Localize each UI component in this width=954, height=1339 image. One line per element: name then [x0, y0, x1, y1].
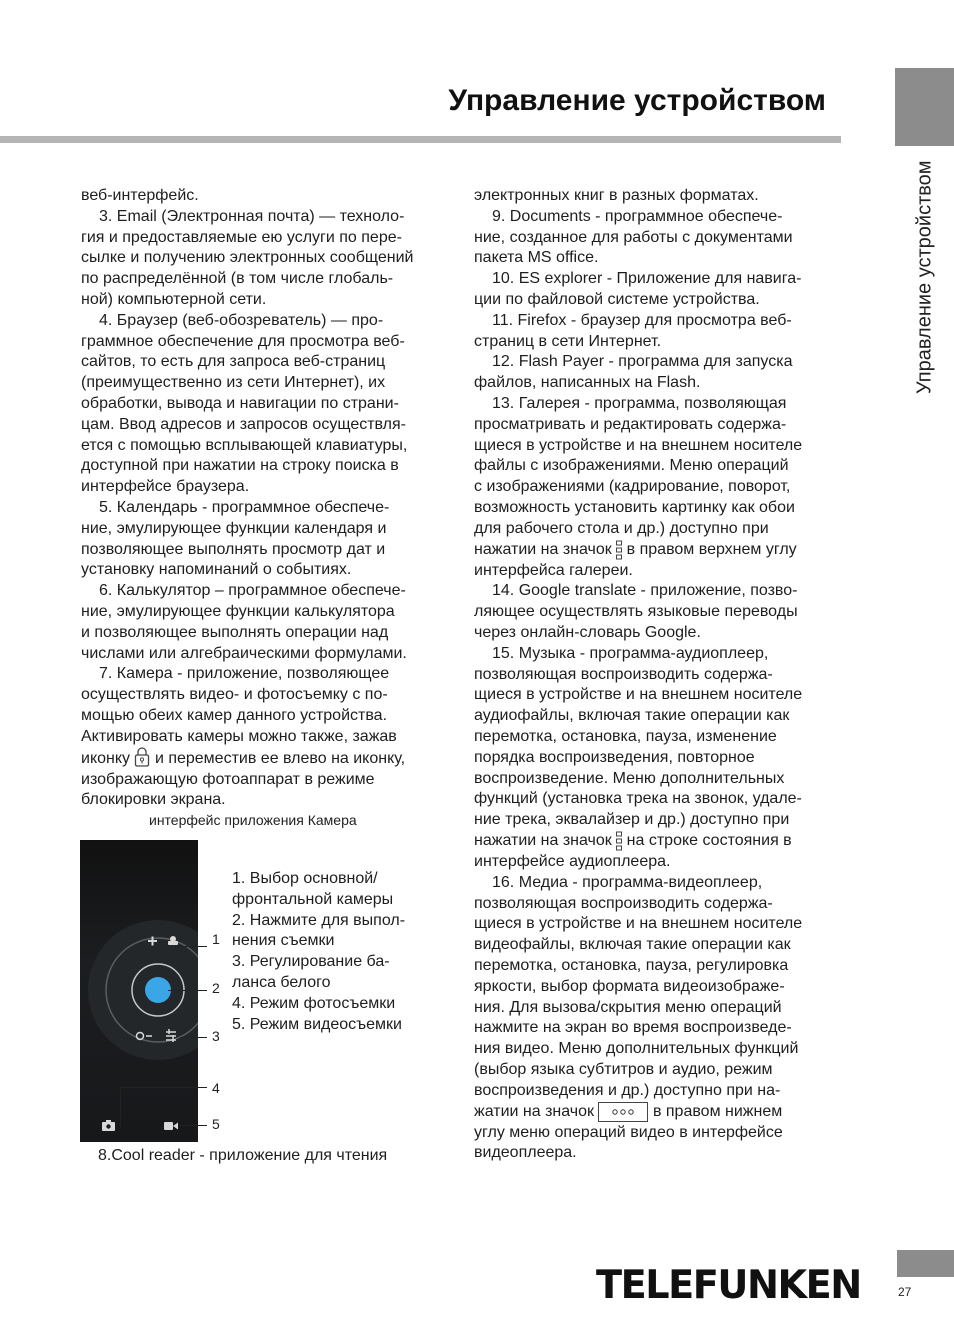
- text-line: углу меню операций видео в интерфейсе: [474, 1123, 783, 1141]
- text-line: электронных книг в разных форматах.: [474, 187, 759, 204]
- text-line: видеоплеера.: [474, 1144, 577, 1162]
- lock-icon: [134, 746, 150, 768]
- text-line: позволяющая воспроизводить содержа-: [474, 665, 773, 683]
- text-line: сайтов, то есть для запроса веб-страниц: [81, 353, 386, 371]
- text-line: функций (установка трека на звонок, удале-: [474, 790, 802, 808]
- callout-number: 4: [212, 1080, 220, 1096]
- text-line: позволяющее выполнять просмотр дат и: [81, 540, 386, 558]
- text-line: 5. Календарь - программное обеспече-: [99, 498, 390, 516]
- callout-line: [168, 990, 207, 991]
- text-line: ние, эмулирующее функции календаря и: [81, 519, 387, 537]
- text-line: ние трека, эквалайзер и др.) доступно при: [474, 811, 790, 829]
- text-line: щиеся в устройстве и на внешнем носителе: [474, 436, 803, 454]
- text-line: видеофайлы, включая такие операции как: [474, 936, 791, 954]
- side-section-label: Управление устройством: [913, 160, 936, 394]
- text-line: и позволяющее выполнять операции над: [81, 623, 389, 641]
- text-line: [474, 1102, 842, 1123]
- text-line: яркости, выбор формата видеоизображе-: [474, 977, 785, 995]
- text-line: (преимущественно из сети Интернет), их: [81, 374, 386, 392]
- side-tab-block: [895, 68, 954, 146]
- text-line: 16. Медиа - программа-видеоплеер,: [492, 873, 763, 891]
- text-line: ции по файловой системе устройства.: [474, 290, 760, 308]
- text-line: ется с помощью всплывающей клавиатуры,: [81, 436, 408, 454]
- text-line: 6. Калькулятор – программное обеспече-: [99, 582, 406, 600]
- text-fragment: и переместив ее влево на иконку,: [154, 749, 406, 767]
- text-line: мощью обеих камер данного устройства.: [81, 706, 388, 724]
- legend-line: 2. Нажмите для выпол-: [232, 911, 406, 929]
- text-line: ния. Для вызова/скрытия меню операций: [474, 998, 782, 1016]
- callout-line: [120, 1087, 121, 1127]
- callout-line: [120, 1087, 207, 1088]
- callout-number: 1: [212, 931, 220, 947]
- text-line: для рабочего стола и др.) доступно при: [474, 519, 769, 537]
- callout-line: [175, 946, 207, 947]
- text-line: гия и предоставляемые ею услуги по пере-: [81, 228, 402, 246]
- column-right: [474, 186, 842, 1164]
- text-line: страниц в сети Интернет.: [474, 332, 662, 350]
- text-line: перемотка, остановка, пауза, изменение: [474, 727, 777, 745]
- text-line: 11. Firefox - браузер для просмотра веб-: [492, 311, 792, 329]
- legend-line: 3. Регулирование ба-: [232, 953, 390, 971]
- text-line: ляющее осуществлять языковые переводы: [474, 603, 798, 621]
- legend-line: фронтальной камеры: [232, 890, 394, 908]
- text-line: 12. Flash Payer - программа для запуска: [492, 353, 793, 371]
- text-line: щиеся в устройстве и на внешнем носителе: [474, 915, 803, 933]
- text-line: пакета MS office.: [474, 249, 599, 267]
- text-line: 13. Галерея - программа, позволяющая: [492, 394, 787, 412]
- text-line: 4. Браузер (веб-обозреватель) — про-: [99, 311, 384, 329]
- camera-interface-figure: [80, 840, 198, 1142]
- text-fragment: в правом нижнем: [652, 1102, 783, 1120]
- callout-number: 3: [212, 1028, 220, 1044]
- text-line: Активировать камеры можно также, зажав: [81, 727, 397, 745]
- text-line: (выбор языка субтитров и аудио, режим: [474, 1060, 773, 1078]
- text-line: [81, 748, 453, 770]
- legend-line: 1. Выбор основной/: [232, 870, 378, 887]
- text-line: сылке и получению электронных сообщений: [81, 249, 414, 267]
- text-line: [474, 831, 842, 852]
- text-line: ния видео. Меню дополнительных функций: [474, 1040, 799, 1058]
- text-line: перемотка, остановка, пауза, регулировка: [474, 956, 789, 974]
- callout-line: [180, 1125, 207, 1126]
- title-rule: [0, 136, 841, 143]
- text-line: ние, созданное для работы с документами: [474, 228, 793, 246]
- text-line: 15. Музыка - программа-аудиоплеер,: [492, 644, 769, 662]
- text-line: интерфейсе браузера.: [81, 478, 250, 496]
- text-fragment: в правом верхнем углу: [626, 540, 797, 558]
- callout-line: [180, 1037, 207, 1038]
- text-line: 9. Documents - программное обеспече-: [492, 207, 783, 225]
- text-line: 3. Email (Электронная почта) — техноло-: [99, 207, 405, 225]
- text-fragment: нажатии на значок: [474, 540, 612, 558]
- text-line: с изображениями (кадрирование, поворот,: [474, 478, 791, 496]
- text-line: позволяющая воспроизводить содержа-: [474, 894, 773, 912]
- text-line: осуществлять видео- и фотосъемку с по-: [81, 686, 388, 704]
- text-fragment: жатии на значок: [474, 1102, 595, 1120]
- legend-line: 5. Режим видеосъемки: [232, 1015, 402, 1033]
- menu-dots-horizontal-icon: [598, 1102, 648, 1122]
- text-line: 8.Cool reader - приложение для чтения: [98, 1147, 388, 1164]
- text-line: просматривать и редактировать содержа-: [474, 415, 787, 433]
- text-line: граммное обеспечение для просмотра веб-: [81, 332, 405, 350]
- page-number: 27: [898, 1285, 912, 1299]
- text-line: интерфейсе аудиоплеера.: [474, 852, 671, 870]
- text-line: установку напоминаний о событиях.: [81, 561, 352, 579]
- text-line: файлов, написанных на Flash.: [474, 374, 701, 392]
- text-line: 14. Google translate - приложение, позво-: [492, 582, 798, 600]
- camera-legend: [232, 869, 405, 1035]
- video-mode-icon: [164, 1122, 178, 1130]
- photo-mode-icon: [102, 1120, 115, 1131]
- callout-number: 5: [212, 1116, 220, 1132]
- text-line: файлы с изображениями. Меню операций: [474, 457, 789, 475]
- callout-number: 2: [212, 980, 220, 996]
- text-line: интерфейса галереи.: [474, 561, 633, 579]
- column-left: [81, 186, 453, 811]
- text-line: щиеся в устройстве и на внешнем носителе: [474, 686, 803, 704]
- text-line: доступной при нажатии на строку поиска в: [81, 457, 399, 475]
- text-line: аудиофайлы, включая такие операции как: [474, 707, 790, 725]
- figure-caption: интерфейс приложения Камера: [149, 812, 357, 828]
- text-fragment: на строке состояния в: [626, 832, 792, 850]
- text-line: через онлайн-словарь Google.: [474, 623, 701, 641]
- text-line: цам. Ввод адресов и запросов осуществля-: [81, 415, 406, 433]
- text-line: нажмите на экран во время воспроизведе-: [474, 1019, 792, 1037]
- text-line: воспроизведение. Меню дополнительных: [474, 769, 785, 787]
- text-line: ной) компьютерной сети.: [81, 290, 267, 308]
- page-number-tab: [897, 1250, 954, 1277]
- text-fragment: нажатии на значок: [474, 832, 612, 850]
- camera-figure-graphic: [80, 840, 198, 1142]
- text-line: изображающую фотоаппарат в режиме: [81, 770, 375, 788]
- text-fragment: иконку: [81, 749, 131, 767]
- legend-line: ланса белого: [232, 973, 331, 991]
- menu-dots-vertical-icon: [616, 540, 622, 560]
- text-line: обработки, вывода и навигации по страни-: [81, 394, 399, 412]
- text-line: числами или алгебраическими формулами.: [81, 644, 407, 662]
- text-line: порядка воспроизведения, повторное: [474, 748, 755, 766]
- menu-dots-vertical-icon: [616, 831, 622, 851]
- legend-line: нения съемки: [232, 932, 335, 950]
- text-line: блокировки экрана.: [81, 791, 226, 809]
- text-line: 7. Камера - приложение, позволяющее: [99, 665, 390, 683]
- text-line: по распределённой (в том числе глобаль-: [81, 270, 394, 288]
- page-title: Управление устройством: [448, 84, 826, 117]
- text-line: [474, 540, 842, 561]
- text-line: 10. ES explorer - Приложение для навига-: [492, 270, 802, 288]
- text-line: возможность установить картинку как обои: [474, 498, 795, 516]
- brand-logo: TELEFUNKEN: [596, 1263, 861, 1308]
- text-line: ние, эмулирующее функции калькулятора: [81, 602, 395, 620]
- text-line: веб-интерфейс.: [81, 187, 199, 204]
- text-line: воспроизведения и др.) доступно при на-: [474, 1081, 781, 1099]
- legend-line: 4. Режим фотосъемки: [232, 994, 396, 1012]
